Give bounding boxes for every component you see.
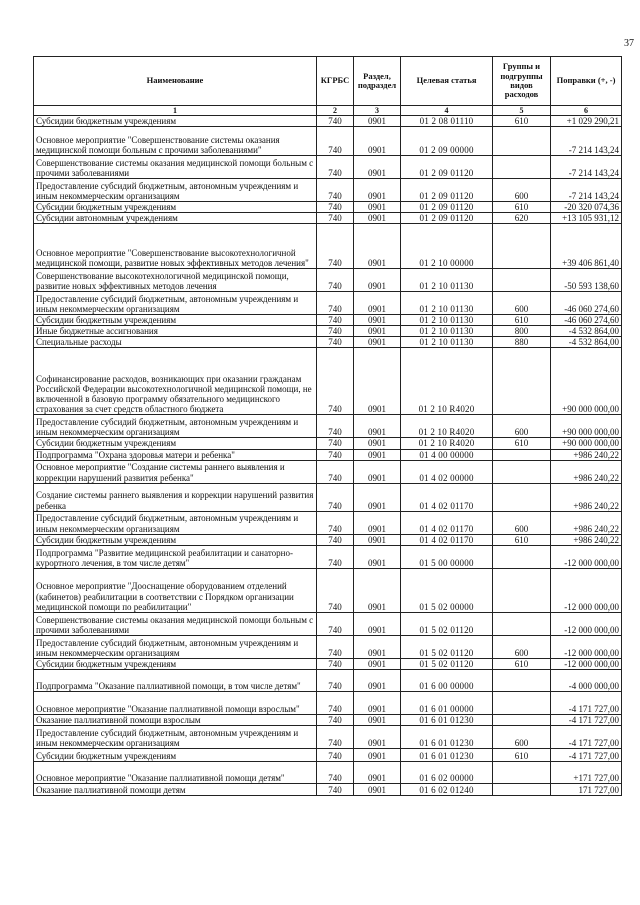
- table-row: [34, 326, 622, 337]
- row-kgrbs: 740: [317, 156, 354, 179]
- row-article: 01 2 10 R4020: [401, 438, 493, 449]
- row-name: Субсидии автономным учреждениям: [34, 213, 317, 224]
- row-amount: +986 240,22: [551, 460, 622, 483]
- row-kgrbs: 740: [317, 635, 354, 658]
- row-section: 0901: [354, 127, 401, 156]
- row-name: Подпрограмма "Оказание паллиативной помощи, в том числе детям": [34, 669, 317, 691]
- row-name: Совершенствование системы оказания медицинской помощи больным с прочими заболеваниями: [34, 612, 317, 635]
- row-group: [493, 612, 551, 635]
- row-article: 01 2 10 R4020: [401, 415, 493, 438]
- row-section: 0901: [354, 568, 401, 612]
- row-section: 0901: [354, 202, 401, 213]
- row-name: Основное мероприятие "Дооснащение оборудованием отделений (кабинетов) реабилитации в соответствии с Порядком организации медицинской помощи по реабилитации": [34, 568, 317, 612]
- row-section: 0901: [354, 761, 401, 783]
- table-row: [34, 127, 622, 156]
- table-row: [34, 534, 622, 545]
- table-row: [34, 511, 622, 534]
- row-name: Подпрограмма "Развитие медицинской реабилитации и санаторно-курортного лечения, в том числе детям": [34, 545, 317, 568]
- row-kgrbs: 740: [317, 483, 354, 511]
- row-amount: +90 000 000,00: [551, 348, 622, 415]
- table-row: [34, 658, 622, 669]
- row-name: Оказание паллиативной помощи детям: [34, 783, 317, 795]
- row-kgrbs: 740: [317, 202, 354, 213]
- row-group: 610: [493, 116, 551, 127]
- row-amount: -4 000 000,00: [551, 669, 622, 691]
- row-group: [493, 691, 551, 714]
- table-row: [34, 669, 622, 691]
- row-amount: +986 240,22: [551, 511, 622, 534]
- row-amount: +986 240,22: [551, 483, 622, 511]
- page-number: 37: [624, 38, 634, 49]
- column-number: 2: [317, 106, 354, 116]
- row-group: 610: [493, 315, 551, 326]
- row-amount: -7 214 143,24: [551, 156, 622, 179]
- row-article: 01 4 02 01170: [401, 534, 493, 545]
- row-group: 600: [493, 179, 551, 202]
- row-name: Субсидии бюджетным учреждениям: [34, 534, 317, 545]
- row-kgrbs: 740: [317, 179, 354, 202]
- row-section: 0901: [354, 348, 401, 415]
- row-kgrbs: 740: [317, 348, 354, 415]
- row-section: 0901: [354, 669, 401, 691]
- table-row: [34, 213, 622, 224]
- table-row: [34, 415, 622, 438]
- table-row: [34, 156, 622, 179]
- row-amount: -12 000 000,00: [551, 568, 622, 612]
- row-article: 01 2 09 01120: [401, 213, 493, 224]
- row-kgrbs: 740: [317, 748, 354, 761]
- table-row: [34, 635, 622, 658]
- row-section: 0901: [354, 460, 401, 483]
- row-group: [493, 156, 551, 179]
- row-kgrbs: 740: [317, 292, 354, 315]
- row-group: 600: [493, 415, 551, 438]
- row-name: Предоставление субсидий бюджетным, автономным учреждениям и иным некоммерческим организациям: [34, 511, 317, 534]
- row-section: 0901: [354, 415, 401, 438]
- row-amount: +39 406 861,40: [551, 224, 622, 269]
- row-name: Основное мероприятие "Оказание паллиативной помощи взрослым": [34, 691, 317, 714]
- row-article: 01 4 00 00000: [401, 449, 493, 460]
- row-kgrbs: 740: [317, 714, 354, 725]
- row-article: 01 6 01 01230: [401, 725, 493, 748]
- row-group: 600: [493, 511, 551, 534]
- row-amount: +986 240,22: [551, 534, 622, 545]
- row-group: 600: [493, 635, 551, 658]
- row-article: 01 2 10 01130: [401, 315, 493, 326]
- row-name: Предоставление субсидий бюджетным, автономным учреждениям и иным некоммерческим организациям: [34, 415, 317, 438]
- row-section: 0901: [354, 156, 401, 179]
- row-section: 0901: [354, 612, 401, 635]
- row-name: Основное мероприятие "Совершенствование высокотехнологичной медицинской помощи, развитие новых эффективных методов лечения": [34, 224, 317, 269]
- row-group: 610: [493, 658, 551, 669]
- row-kgrbs: 740: [317, 568, 354, 612]
- header-article: Целевая статья: [401, 57, 493, 106]
- row-amount: -4 171 727,00: [551, 691, 622, 714]
- table-row: [34, 714, 622, 725]
- row-amount: +1 029 290,21: [551, 116, 622, 127]
- row-section: 0901: [354, 326, 401, 337]
- row-amount: +90 000 000,00: [551, 438, 622, 449]
- row-section: 0901: [354, 213, 401, 224]
- row-section: 0901: [354, 534, 401, 545]
- row-section: 0901: [354, 725, 401, 748]
- table-row: [34, 315, 622, 326]
- row-name: Субсидии бюджетным учреждениям: [34, 748, 317, 761]
- row-section: 0901: [354, 224, 401, 269]
- row-amount: +90 000 000,00: [551, 415, 622, 438]
- row-article: 01 6 01 00000: [401, 691, 493, 714]
- budget-amendments-table: [33, 56, 622, 796]
- row-name: Создание системы раннего выявления и коррекции нарушений развития ребенка: [34, 483, 317, 511]
- table-row: [34, 545, 622, 568]
- row-section: 0901: [354, 337, 401, 348]
- row-name: Субсидии бюджетным учреждениям: [34, 438, 317, 449]
- row-article: 01 6 02 00000: [401, 761, 493, 783]
- column-number: 6: [551, 106, 622, 116]
- row-kgrbs: 740: [317, 658, 354, 669]
- row-amount: -4 171 727,00: [551, 748, 622, 761]
- row-amount: -4 171 727,00: [551, 725, 622, 748]
- row-article: 01 4 02 01170: [401, 511, 493, 534]
- row-article: 01 5 02 01120: [401, 612, 493, 635]
- row-article: 01 2 09 01120: [401, 156, 493, 179]
- row-article: 01 6 01 01230: [401, 748, 493, 761]
- row-name: Предоставление субсидий бюджетным, автономным учреждениям и иным некоммерческим организациям: [34, 292, 317, 315]
- table-row: [34, 761, 622, 783]
- row-group: [493, 348, 551, 415]
- row-article: 01 2 10 R4020: [401, 348, 493, 415]
- row-group: 610: [493, 748, 551, 761]
- row-group: 600: [493, 725, 551, 748]
- row-article: 01 6 01 01230: [401, 714, 493, 725]
- row-group: [493, 449, 551, 460]
- row-article: 01 6 02 01240: [401, 783, 493, 795]
- header-section: Раздел, подраздел: [354, 57, 401, 106]
- row-article: 01 2 10 01130: [401, 269, 493, 292]
- row-kgrbs: 740: [317, 761, 354, 783]
- table-row: [34, 725, 622, 748]
- row-name: Совершенствование системы оказания медицинской помощи больным с прочими заболеваниями: [34, 156, 317, 179]
- row-section: 0901: [354, 691, 401, 714]
- row-article: 01 2 09 00000: [401, 127, 493, 156]
- row-amount: -4 532 864,00: [551, 326, 622, 337]
- header-group: Группы и подгруппы видов расходов: [493, 57, 551, 106]
- row-section: 0901: [354, 635, 401, 658]
- table-body: [34, 116, 622, 796]
- row-kgrbs: 740: [317, 612, 354, 635]
- row-kgrbs: 740: [317, 534, 354, 545]
- row-article: 01 4 02 00000: [401, 460, 493, 483]
- row-section: 0901: [354, 438, 401, 449]
- row-amount: -4 171 727,00: [551, 714, 622, 725]
- row-kgrbs: 740: [317, 116, 354, 127]
- row-article: 01 2 08 01110: [401, 116, 493, 127]
- row-article: 01 5 00 00000: [401, 545, 493, 568]
- row-name: Предоставление субсидий бюджетным, автономным учреждениям и иным некоммерческим организациям: [34, 725, 317, 748]
- row-article: 01 6 00 00000: [401, 669, 493, 691]
- row-section: 0901: [354, 483, 401, 511]
- row-kgrbs: 740: [317, 511, 354, 534]
- row-kgrbs: 740: [317, 315, 354, 326]
- row-section: 0901: [354, 449, 401, 460]
- row-section: 0901: [354, 315, 401, 326]
- row-name: Подпрограмма "Охрана здоровья матери и ребенка": [34, 449, 317, 460]
- row-name: Предоставление субсидий бюджетным, автономным учреждениям и иным некоммерческим организациям: [34, 179, 317, 202]
- table-header-row: [34, 57, 622, 106]
- row-group: 600: [493, 292, 551, 315]
- row-amount: -7 214 143,24: [551, 127, 622, 156]
- column-number: 1: [34, 106, 317, 116]
- row-name: Субсидии бюджетным учреждениям: [34, 315, 317, 326]
- row-article: 01 5 02 00000: [401, 568, 493, 612]
- row-article: 01 5 02 01120: [401, 635, 493, 658]
- table-row: [34, 179, 622, 202]
- row-name: Субсидии бюджетным учреждениям: [34, 116, 317, 127]
- row-group: 800: [493, 326, 551, 337]
- row-group: 620: [493, 213, 551, 224]
- row-amount: -46 060 274,60: [551, 292, 622, 315]
- row-group: [493, 568, 551, 612]
- row-group: [493, 460, 551, 483]
- row-amount: -12 000 000,00: [551, 612, 622, 635]
- row-name: Основное мероприятие "Совершенствование системы оказания медицинской помощи больным с прочими заболеваниями": [34, 127, 317, 156]
- row-section: 0901: [354, 179, 401, 202]
- row-section: 0901: [354, 748, 401, 761]
- row-article: 01 2 10 00000: [401, 224, 493, 269]
- header-amount: Поправки (+, -): [551, 57, 622, 106]
- row-kgrbs: 740: [317, 691, 354, 714]
- row-kgrbs: 740: [317, 326, 354, 337]
- table-row: [34, 348, 622, 415]
- row-kgrbs: 740: [317, 127, 354, 156]
- row-article: 01 5 02 01120: [401, 658, 493, 669]
- row-amount: 171 727,00: [551, 783, 622, 795]
- row-group: 880: [493, 337, 551, 348]
- row-name: Основное мероприятие "Оказание паллиативной помощи детям": [34, 761, 317, 783]
- table-row: [34, 691, 622, 714]
- row-group: [493, 714, 551, 725]
- row-amount: -50 593 138,60: [551, 269, 622, 292]
- row-amount: -7 214 143,24: [551, 179, 622, 202]
- row-section: 0901: [354, 658, 401, 669]
- row-amount: -12 000 000,00: [551, 545, 622, 568]
- table-row: [34, 612, 622, 635]
- row-article: 01 2 10 01130: [401, 337, 493, 348]
- table-row: [34, 748, 622, 761]
- row-name: Совершенствование высокотехнологичной медицинской помощи, развитие новых эффективных методов лечения: [34, 269, 317, 292]
- row-article: 01 4 02 01170: [401, 483, 493, 511]
- row-name: Субсидии бюджетным учреждениям: [34, 202, 317, 213]
- row-name: Иные бюджетные ассигнования: [34, 326, 317, 337]
- row-section: 0901: [354, 545, 401, 568]
- row-kgrbs: 740: [317, 415, 354, 438]
- row-amount: +13 105 931,12: [551, 213, 622, 224]
- row-section: 0901: [354, 714, 401, 725]
- row-group: [493, 545, 551, 568]
- header-kgrbs: КГРБС: [317, 57, 354, 106]
- row-section: 0901: [354, 292, 401, 315]
- row-amount: +171 727,00: [551, 761, 622, 783]
- table-row: [34, 783, 622, 795]
- column-number: 3: [354, 106, 401, 116]
- table-row: [34, 224, 622, 269]
- row-name: Специальные расходы: [34, 337, 317, 348]
- row-kgrbs: 740: [317, 438, 354, 449]
- row-article: 01 2 10 01130: [401, 326, 493, 337]
- row-group: [493, 269, 551, 292]
- row-kgrbs: 740: [317, 269, 354, 292]
- row-amount: +986 240,22: [551, 449, 622, 460]
- row-kgrbs: 740: [317, 545, 354, 568]
- table-row: [34, 202, 622, 213]
- row-name: Основное мероприятие "Создание системы раннего выявления и коррекции нарушений развития ребенка": [34, 460, 317, 483]
- header-name: Наименование: [34, 57, 317, 106]
- row-group: [493, 761, 551, 783]
- table-row: [34, 438, 622, 449]
- column-number: 4: [401, 106, 493, 116]
- row-amount: -20 320 074,36: [551, 202, 622, 213]
- row-kgrbs: 740: [317, 783, 354, 795]
- row-section: 0901: [354, 511, 401, 534]
- row-kgrbs: 740: [317, 449, 354, 460]
- row-kgrbs: 740: [317, 669, 354, 691]
- row-group: [493, 127, 551, 156]
- table-row: [34, 292, 622, 315]
- row-kgrbs: 740: [317, 213, 354, 224]
- row-article: 01 2 10 01130: [401, 292, 493, 315]
- row-amount: -12 000 000,00: [551, 658, 622, 669]
- table-row: [34, 269, 622, 292]
- row-amount: -4 532 864,00: [551, 337, 622, 348]
- row-section: 0901: [354, 269, 401, 292]
- row-kgrbs: 740: [317, 460, 354, 483]
- table-row: [34, 116, 622, 127]
- row-name: Оказание паллиативной помощи взрослым: [34, 714, 317, 725]
- row-article: 01 2 09 01120: [401, 179, 493, 202]
- row-amount: -12 000 000,00: [551, 635, 622, 658]
- row-group: [493, 224, 551, 269]
- column-number: 5: [493, 106, 551, 116]
- row-section: 0901: [354, 116, 401, 127]
- table-row: [34, 449, 622, 460]
- row-group: [493, 669, 551, 691]
- table-row: [34, 460, 622, 483]
- row-group: 610: [493, 202, 551, 213]
- table-row: [34, 568, 622, 612]
- row-kgrbs: 740: [317, 337, 354, 348]
- table-row: [34, 483, 622, 511]
- row-group: [493, 483, 551, 511]
- column-number-row: [34, 106, 622, 116]
- row-name: Софинансирование расходов, возникающих при оказании гражданам Российской Федерации высокотехнологичной медицинской помощи, не включенной в базовую программу обязательного медицинского страхования за счет средств областного бюджета: [34, 348, 317, 415]
- row-amount: -46 060 274,60: [551, 315, 622, 326]
- row-section: 0901: [354, 783, 401, 795]
- row-group: [493, 783, 551, 795]
- row-article: 01 2 09 01120: [401, 202, 493, 213]
- row-kgrbs: 740: [317, 224, 354, 269]
- row-name: Субсидии бюджетным учреждениям: [34, 658, 317, 669]
- table-row: [34, 337, 622, 348]
- row-kgrbs: 740: [317, 725, 354, 748]
- row-group: 610: [493, 534, 551, 545]
- row-group: 610: [493, 438, 551, 449]
- row-name: Предоставление субсидий бюджетным, автономным учреждениям и иным некоммерческим организациям: [34, 635, 317, 658]
